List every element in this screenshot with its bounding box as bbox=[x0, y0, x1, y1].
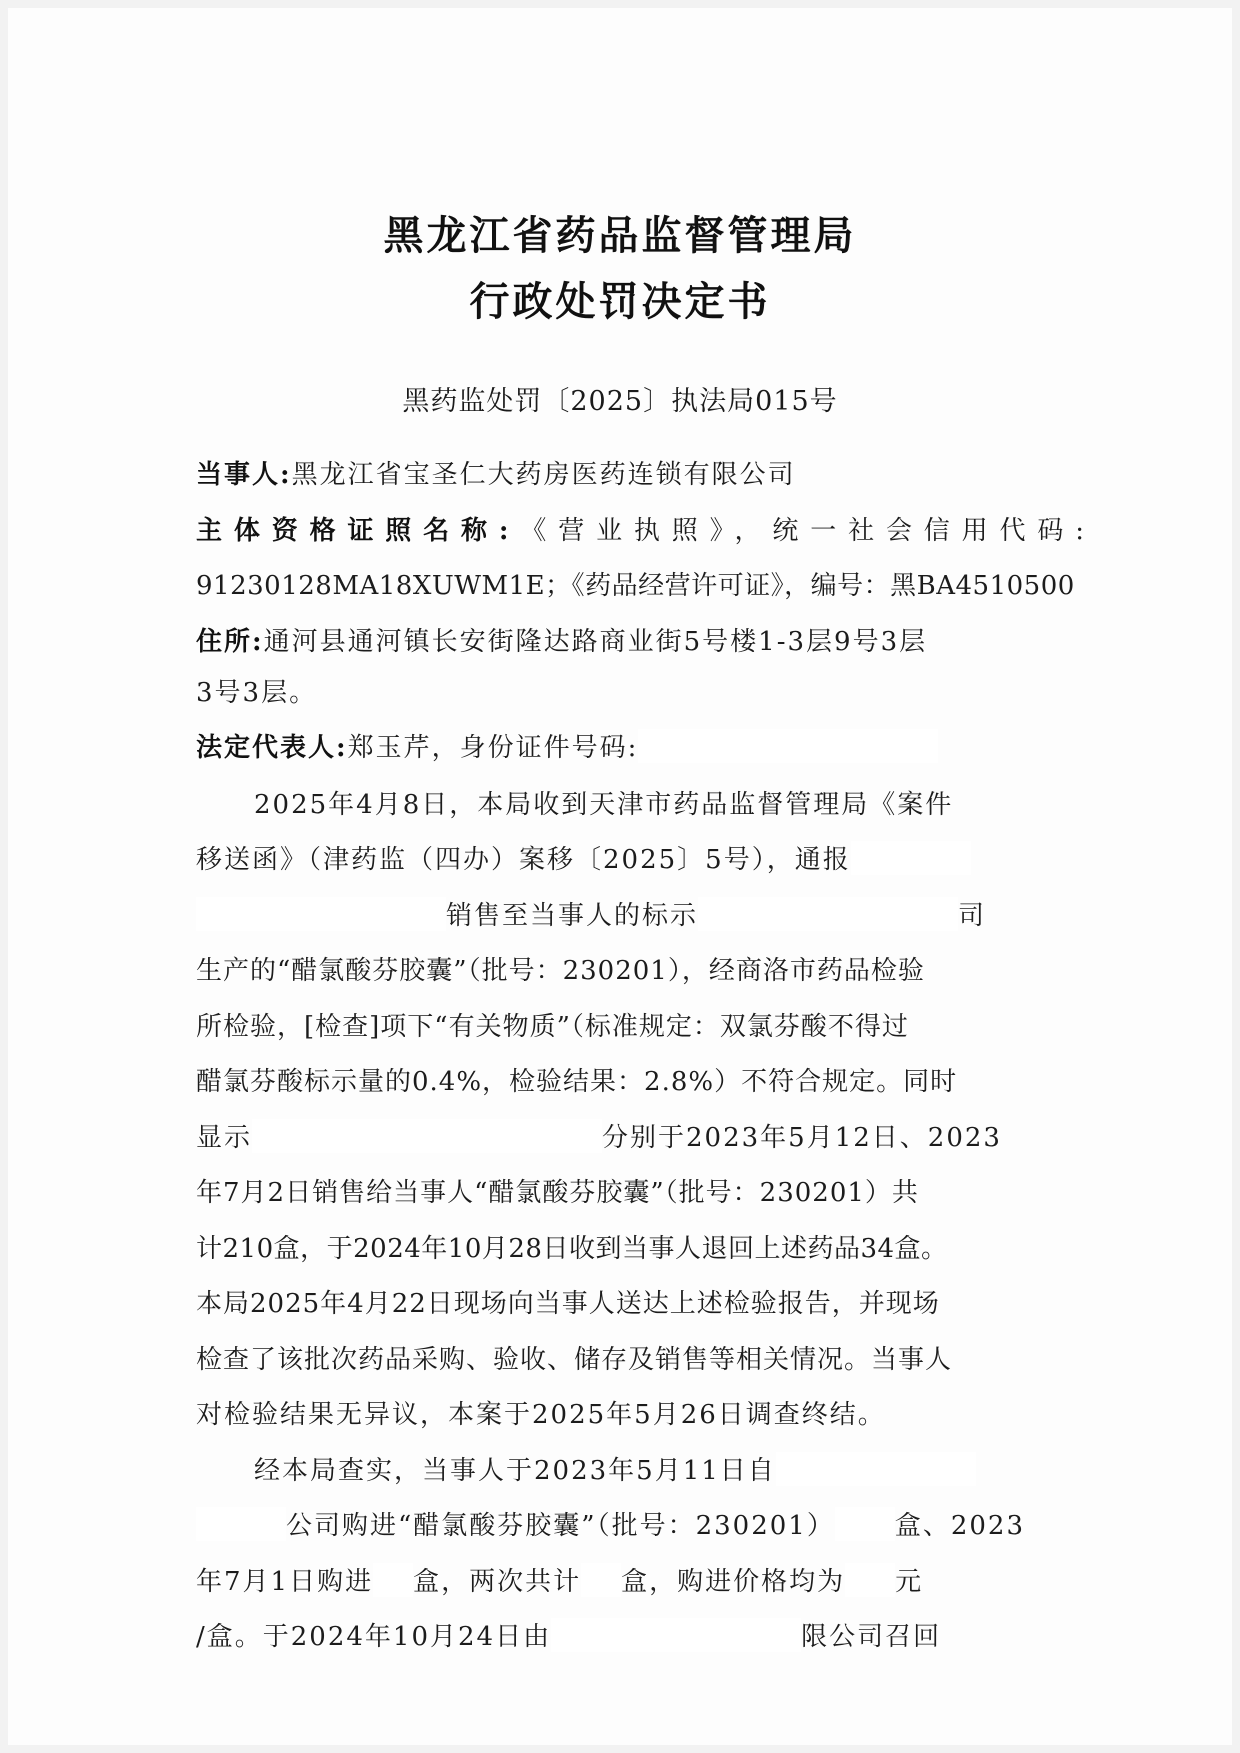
body-text: 分别于2023年5月12日、2023 bbox=[602, 1123, 1002, 1153]
body-line bbox=[254, 1449, 1086, 1493]
document-title-type: 行政处罚决定书 bbox=[469, 278, 771, 325]
redaction-block bbox=[196, 1507, 286, 1541]
body-text: 盒，两次共计 bbox=[413, 1567, 582, 1597]
body-line bbox=[196, 1504, 1086, 1548]
body-text: 元 bbox=[895, 1567, 924, 1597]
body-line: 醋氯芬酸标示量的0.4%，检验结果：2.8%）不符合规定。同时 bbox=[196, 1067, 958, 1097]
body-text: 公司购进“醋氯酸芬胶囊”（批号：230201） bbox=[286, 1511, 835, 1541]
representative-label: 法定代表人: bbox=[196, 733, 348, 763]
license-value-1: 《营业执照》，统一社会信用代码: bbox=[510, 516, 1086, 546]
body-line: 所检验，[检查]项下“有关物质”（标准规定：双氯芬酸不得过 bbox=[196, 1012, 909, 1042]
body-line bbox=[196, 1116, 1086, 1160]
body-line bbox=[196, 1615, 1086, 1659]
document-title-agency: 黑龙江省药品监督管理局 bbox=[383, 212, 857, 259]
body-line: 年7月2日销售给当事人“醋氯酸芬胶囊”（批号：230201）共 bbox=[196, 1178, 919, 1208]
redaction-block bbox=[581, 1563, 621, 1597]
representative-value: 郑玉芹，身份证件号码: bbox=[347, 733, 639, 763]
license-line-2: 91230128MA18XUWM1E；《药品经营许可证》，编号：黑BA4510500 bbox=[196, 571, 1075, 601]
body-text: 盒，购进价格均为 bbox=[621, 1567, 846, 1597]
party-label: 当事人: bbox=[196, 460, 292, 490]
body-line: 生产的“醋氯酸芬胶囊”（批号：230201），经商洛市药品检验 bbox=[196, 956, 925, 986]
address-line-2: 3号3层。 bbox=[196, 678, 318, 708]
redaction-block bbox=[776, 1452, 976, 1486]
party-line bbox=[196, 453, 1086, 497]
body-line: 2025年4月8日，本局收到天津市药品监督管理局《案件 bbox=[254, 790, 954, 820]
redaction-block bbox=[835, 1507, 895, 1541]
body-text: 限公司召回 bbox=[801, 1622, 942, 1652]
address-label: 住所: bbox=[196, 627, 264, 657]
redaction-block bbox=[638, 729, 938, 763]
body-text: 盒、2023 bbox=[894, 1511, 1026, 1541]
representative-line bbox=[196, 726, 1086, 770]
license-label: 主体资格证照名称: bbox=[196, 516, 511, 546]
license-line bbox=[196, 509, 1086, 553]
body-line bbox=[196, 1560, 1086, 1604]
document-number: 黑药监处罚〔2025〕执法局015号 bbox=[402, 386, 838, 417]
party-value: 黑龙江省宝圣仁大药房医药连锁有限公司 bbox=[291, 460, 796, 490]
body-text: /盒。于2024年10月24日由 bbox=[196, 1622, 552, 1652]
body-text: 显示 bbox=[196, 1123, 253, 1153]
body-line bbox=[196, 894, 1086, 938]
body-line: 计210盒，于2024年10月28日收到当事人退回上述药品34盒。 bbox=[196, 1234, 948, 1264]
redaction-block bbox=[845, 1563, 895, 1597]
redaction-block bbox=[196, 897, 446, 931]
redaction-block bbox=[551, 1618, 801, 1652]
body-text: 司 bbox=[958, 901, 987, 931]
body-line: 本局2025年4月22日现场向当事人送达上述检验报告，并现场 bbox=[196, 1289, 940, 1319]
document-page bbox=[8, 8, 1232, 1745]
redaction-block bbox=[252, 1119, 602, 1153]
body-text: 销售至当事人的标示 bbox=[446, 901, 699, 931]
redaction-block bbox=[851, 841, 971, 875]
address-line bbox=[196, 620, 1086, 664]
body-text: 移送函》（津药监（四办）案移〔2025〕5号），通报 bbox=[196, 845, 851, 875]
redaction-block bbox=[698, 897, 958, 931]
redaction-block bbox=[373, 1563, 413, 1597]
body-line: 对检验结果无异议，本案于2025年5月26日调查终结。 bbox=[196, 1400, 886, 1430]
body-line: 检查了该批次药品采购、验收、储存及销售等相关情况。当事人 bbox=[196, 1345, 953, 1375]
body-line bbox=[196, 838, 1086, 882]
address-value-1: 通河县通河镇长安街隆达路商业街5号楼1-3层9号3层 bbox=[263, 627, 928, 657]
body-text: 经本局查实，当事人于2023年5月11日自 bbox=[254, 1456, 776, 1486]
body-text: 年7月1日购进 bbox=[196, 1567, 374, 1597]
